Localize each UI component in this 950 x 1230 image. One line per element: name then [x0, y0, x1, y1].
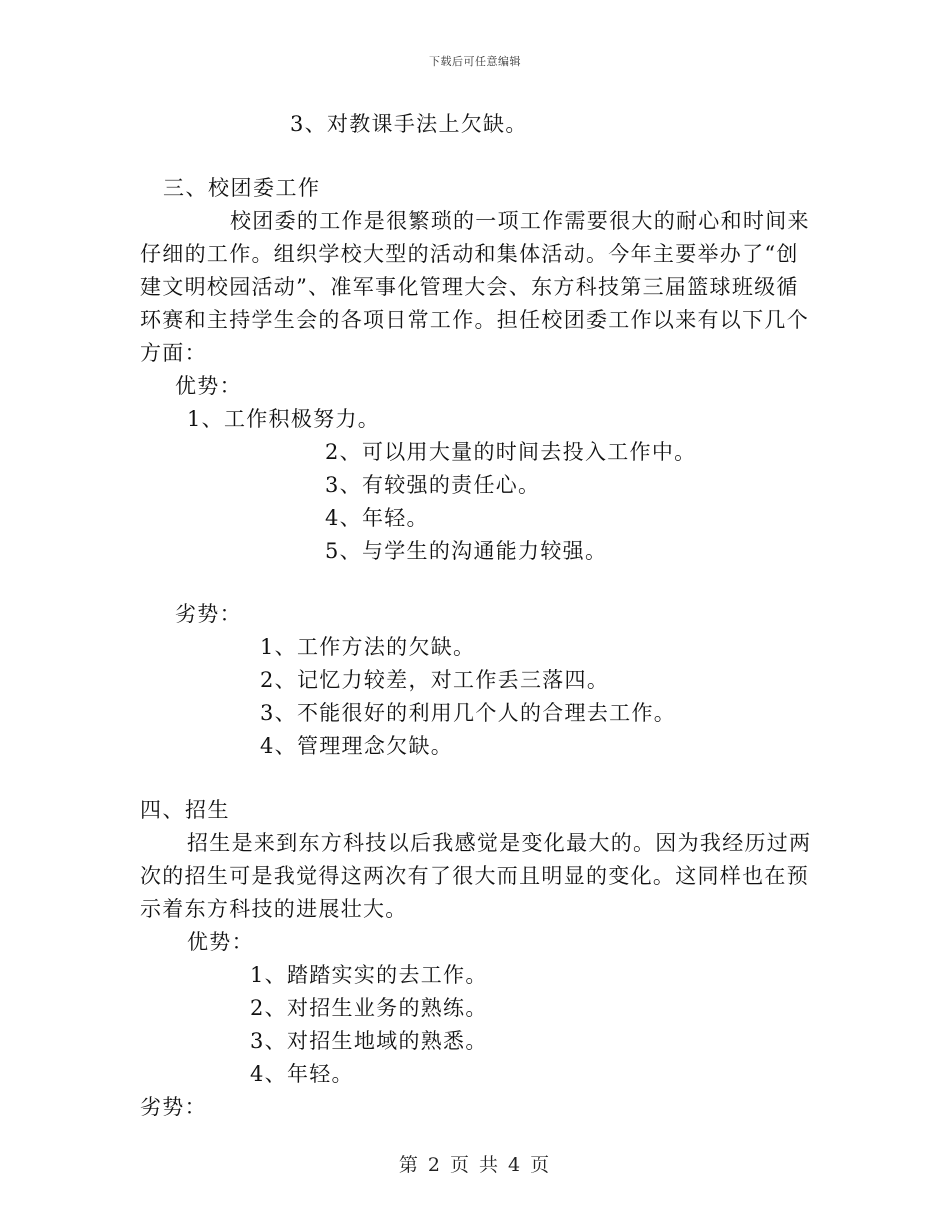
- section3-title: 三、校团委工作: [163, 176, 321, 200]
- section4-para-line-2: 次的招生可是我觉得这两次有了很大而且明显的变化。这同样也在预: [140, 864, 809, 888]
- page-header-note: 下载后可任意编辑: [429, 55, 521, 68]
- section3-strength-2: 2、可以用大量的时间去投入工作中。: [325, 440, 697, 464]
- section3-strength-3: 3、有较强的责任心。: [325, 473, 541, 497]
- section3-para-line-1: 校团委的工作是很繁琐的一项工作需要很大的耐心和时间来: [230, 209, 810, 233]
- section3-para-line-3: 建文明校园活动”、准军事化管理大会、东方科技第三届篮球班级循: [140, 275, 799, 299]
- section4-strength-4: 4、年轻。: [250, 1062, 354, 1086]
- section3-para-line-4: 环赛和主持学生会的各项日常工作。担任校团委工作以来有以下几个: [140, 308, 809, 332]
- section4-strength-3: 3、对招生地域的熟悉。: [250, 1029, 488, 1053]
- section3-weakness-2: 2、记忆力较差，对工作丢三落四。: [260, 668, 610, 692]
- section3-strength-1: 1、工作积极努力。: [187, 407, 381, 431]
- section2-item-3: 3、对教课手法上欠缺。: [290, 112, 528, 136]
- section4-strength-1: 1、踏踏实实的去工作。: [250, 963, 488, 987]
- page-number-footer: 第 2 页 共 4 页: [398, 1154, 552, 1176]
- section4-weaknesses-label: 劣势：: [140, 1095, 207, 1119]
- section4-strength-2: 2、对招生业务的熟练。: [250, 996, 488, 1020]
- section3-para-line-5: 方面：: [140, 341, 207, 365]
- section3-para-line-2: 仔细的工作。组织学校大型的活动和集体活动。今年主要举办了“创: [140, 242, 799, 266]
- section4-para-line-3: 示着东方科技的进展壮大。: [140, 897, 408, 921]
- section4-title: 四、招生: [140, 798, 230, 822]
- section3-weakness-3: 3、不能很好的利用几个人的合理去工作。: [260, 701, 677, 725]
- section3-strengths-label: 优势：: [175, 374, 242, 398]
- section4-para-line-1: 招生是来到东方科技以后我感觉是变化最大的。因为我经历过两: [187, 831, 812, 855]
- section3-strength-4: 4、年轻。: [325, 506, 429, 530]
- section3-weaknesses-label: 劣势：: [175, 602, 242, 626]
- section3-weakness-4: 4、管理理念欠缺。: [260, 734, 454, 758]
- section3-weakness-1: 1、工作方法的欠缺。: [260, 635, 476, 659]
- section4-strengths-label: 优势：: [187, 930, 254, 954]
- section3-strength-5: 5、与学生的沟通能力较强。: [325, 539, 608, 563]
